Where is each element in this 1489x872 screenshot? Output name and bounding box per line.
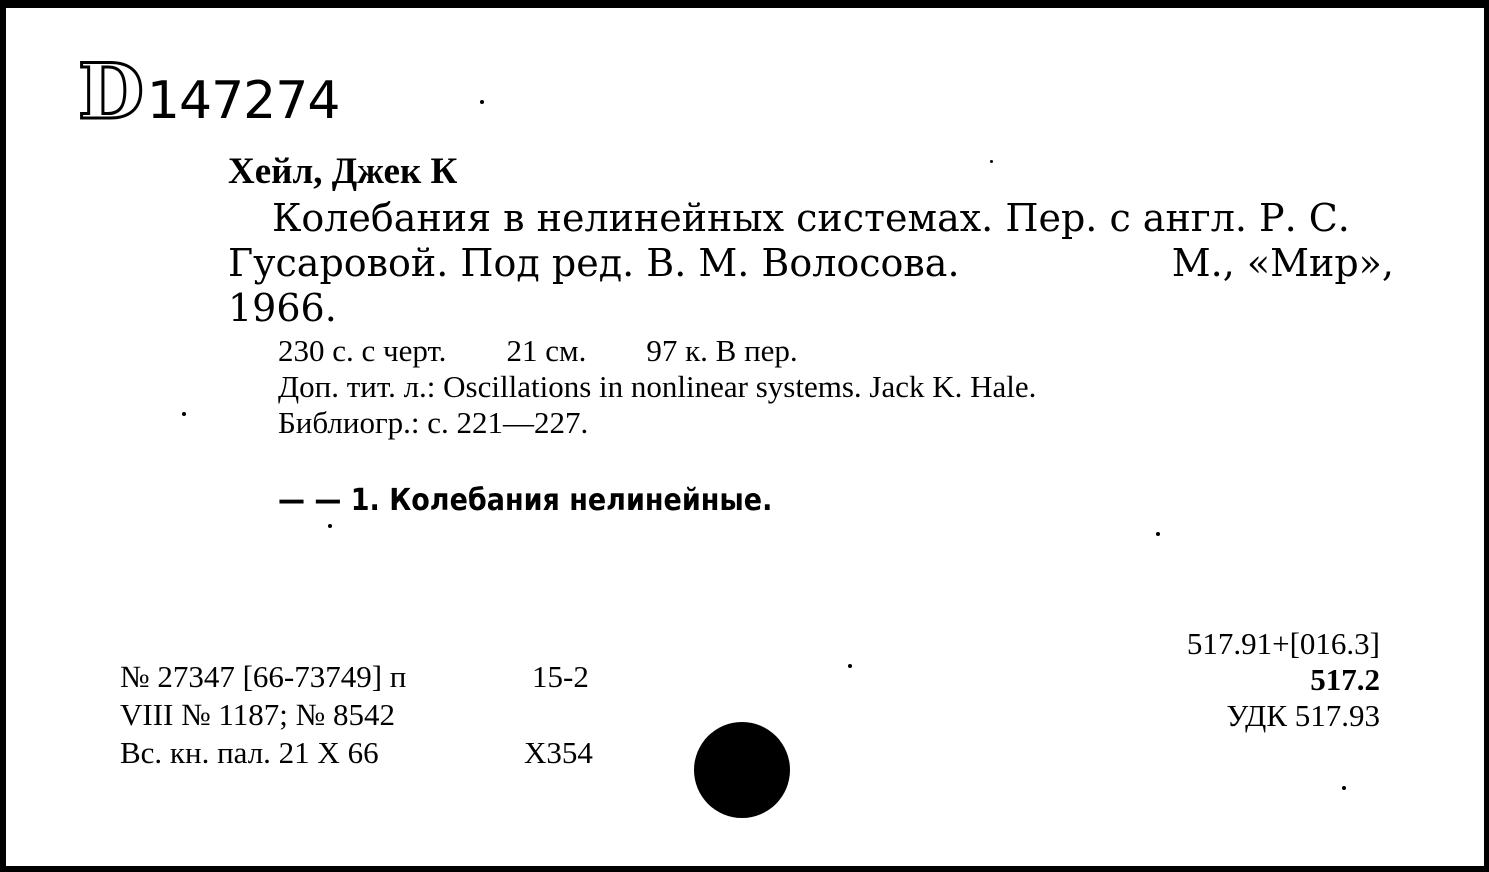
speck xyxy=(990,160,993,163)
code-a: 15-2 xyxy=(532,659,589,694)
title-line-2-left: Гусаровой. Под ред. В. М. Волосова. xyxy=(228,241,960,285)
speck xyxy=(1156,532,1160,536)
pages: 230 с. с черт. xyxy=(278,333,447,368)
udc-code: УДК 517.93 xyxy=(1226,698,1380,733)
speck xyxy=(182,412,186,416)
size: 21 см. xyxy=(506,333,587,368)
subject-heading: — — 1. Колебания нелинейные. xyxy=(278,483,773,518)
book-chamber-line: Вс. кн. пал. 21 X 66 xyxy=(120,735,379,770)
author: Хейл, Джек К xyxy=(228,151,458,192)
speck xyxy=(328,524,332,528)
stamp-letter: D xyxy=(78,47,143,136)
inventory-stamp xyxy=(78,47,340,136)
code-b: Х354 xyxy=(524,735,593,770)
speck xyxy=(848,664,852,668)
price: 97 к. В пер. xyxy=(646,333,798,368)
viii-line: VIII № 1187; № 8542 xyxy=(120,697,395,732)
title-block xyxy=(228,196,1394,331)
punch-hole xyxy=(694,722,790,818)
catalog-card xyxy=(6,8,1484,866)
speck xyxy=(480,100,484,104)
title-line-1: Колебания в нелинейных системах. Пер. с англ. Р. С. xyxy=(272,196,1350,240)
classification-2: 517.2 xyxy=(1310,662,1380,697)
alt-title: Доп. тит. л.: Oscillations in nonlinear systems. Jack K. Hale. xyxy=(278,369,1037,404)
record-number: № 27347 [66-73749] п xyxy=(120,659,407,694)
classification-1: 517.91+[016.3] xyxy=(1186,626,1380,661)
title-line-2-right: М., «Мир», xyxy=(1171,241,1394,285)
stamp-number: 147274 xyxy=(146,71,340,131)
title-line-3: 1966. xyxy=(228,286,337,330)
title-line-2 xyxy=(228,241,1394,286)
physical-description xyxy=(278,333,858,369)
bibliography: Библиогр.: с. 221—227. xyxy=(278,405,589,440)
speck xyxy=(1342,786,1346,790)
